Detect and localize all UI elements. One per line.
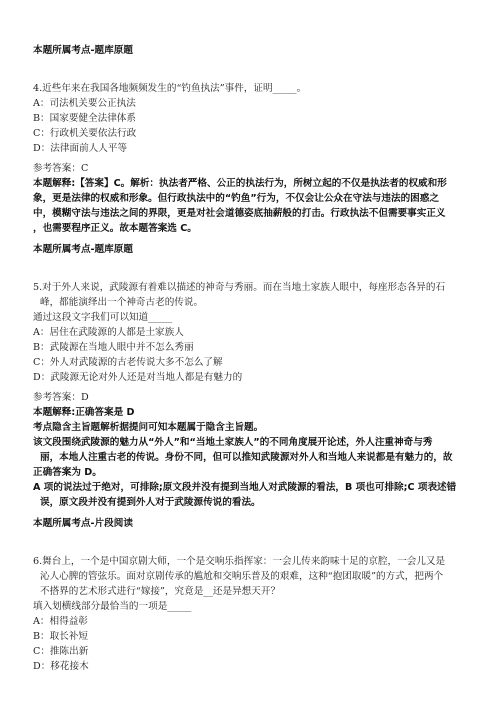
question-5-explanation-line: 误，原文段并没有提到外人对于武陵源传说的看法。 [40, 497, 261, 508]
section-tag: 本题所属考点-题库原题 [33, 45, 133, 56]
question-5-option-c: C：外人对武陵源的古老传说大多不怎么了解 [33, 357, 223, 368]
question-4-stem: 4.近些年来在我国各地频频发生的“钓鱼执法”事件，证明_____。 [33, 83, 307, 94]
question-5-option-b: B：武陵源在当地人眼中并不怎么秀丽 [33, 342, 194, 353]
question-5-explanation-line: 正确答案为 D。 [33, 467, 102, 478]
question-5-answer: 参考答案：D [33, 392, 89, 403]
question-5-explanation-line: A 项的说法过于绝对，可排除;原文段并没有提到当地人对武陵源的看法，B 项也可排除;C 项表述错 [33, 482, 457, 493]
question-4-explanation-line: 象，更是法律的权威和形象。但行政执法中的“钓鱼”行为，不仅会让公众在守法与违法的困惑之 [33, 193, 439, 204]
question-6-option-c: C：推陈出新 [33, 646, 89, 657]
question-4-explanation-line: 本题解释:【答案】C。解析：执法者严格、公正的执法行为，所树立起的不仅是执法者的权威和形 [33, 178, 447, 189]
question-4-explanation-line: ，也需要程序正义。故本题答案选 C。 [33, 223, 197, 234]
question-6-option-a: A：相得益彰 [33, 616, 88, 627]
question-5-stem-line: 通过这段文字我们可以知道_____ [33, 312, 173, 323]
question-4-tag: 本题所属考点-题库原题 [33, 244, 133, 255]
question-5-stem-line: 峰，都能演绎出一个神奇古老的传说。 [40, 297, 204, 308]
question-5-explanation-line: 本题解释:正确答案是 D [33, 407, 135, 418]
question-4-option-c: C：行政机关要依法行政 [33, 128, 137, 139]
question-4-explanation-line: 中，模糊守法与违法之间的界限，更是对社会道德姿底抽薪般的打击。行政执法不但需要事实正义 [33, 208, 446, 219]
question-6-option-b: B：取长补短 [33, 631, 89, 642]
question-6-option-d: D：移花接木 [33, 661, 89, 672]
question-5-stem-line: 5.对于外人来说，武陵源有着难以描述的神奇与秀丽。而在当地土家族人眼中，每座形态各异的石 [33, 282, 446, 293]
question-6-stem-line: 6.舞台上，一个是中国京剧大师，一个是交响乐指挥家：一会儿传来韵味十足的京腔，一会儿又是 [33, 556, 446, 567]
question-5-explanation-line: 该文段围绕武陵源的魅力从“外人”和“当地土家族人”的不同角度展开论述，外人注重神奇与秀 [33, 437, 433, 448]
question-5-explanation-line: 丽，本地人注重古老的传说。身份不同，但可以推知武陵源对外人和当地人来说都是有魅力的，故 [40, 452, 453, 463]
question-6-stem-line: 不搭界的艺术形式进行“嫁接”，究竟是__还是异想天开？ [40, 586, 281, 597]
question-6-stem-line: 填入划横线部分最恰当的一项是_____ [33, 601, 192, 612]
question-5-option-d: D：武陵源无论对外人还是对当地人都是有魅力的 [33, 372, 243, 383]
question-4-option-b: B：国家要健全法律体系 [33, 113, 136, 124]
question-6-stem-line: 沁人心脾的管弦乐。面对京剧传承的尴尬和交响乐普及的艰难，这种“抱团取暖”的方式，把两个 [40, 571, 444, 582]
question-5-explanation-line: 考点隐含主旨题解析据提问可知本题属于隐含主旨题。 [33, 422, 264, 433]
question-4-option-a: A：司法机关要公正执法 [33, 98, 136, 109]
question-4-option-d: D：法律面前人人平等 [33, 143, 128, 154]
question-5-option-a: A：居住在武陵源的人都是土家族人 [33, 327, 184, 338]
question-4-answer: 参考答案：C [33, 163, 89, 174]
question-5-tag: 本题所属考点-片段阅读 [33, 518, 133, 529]
